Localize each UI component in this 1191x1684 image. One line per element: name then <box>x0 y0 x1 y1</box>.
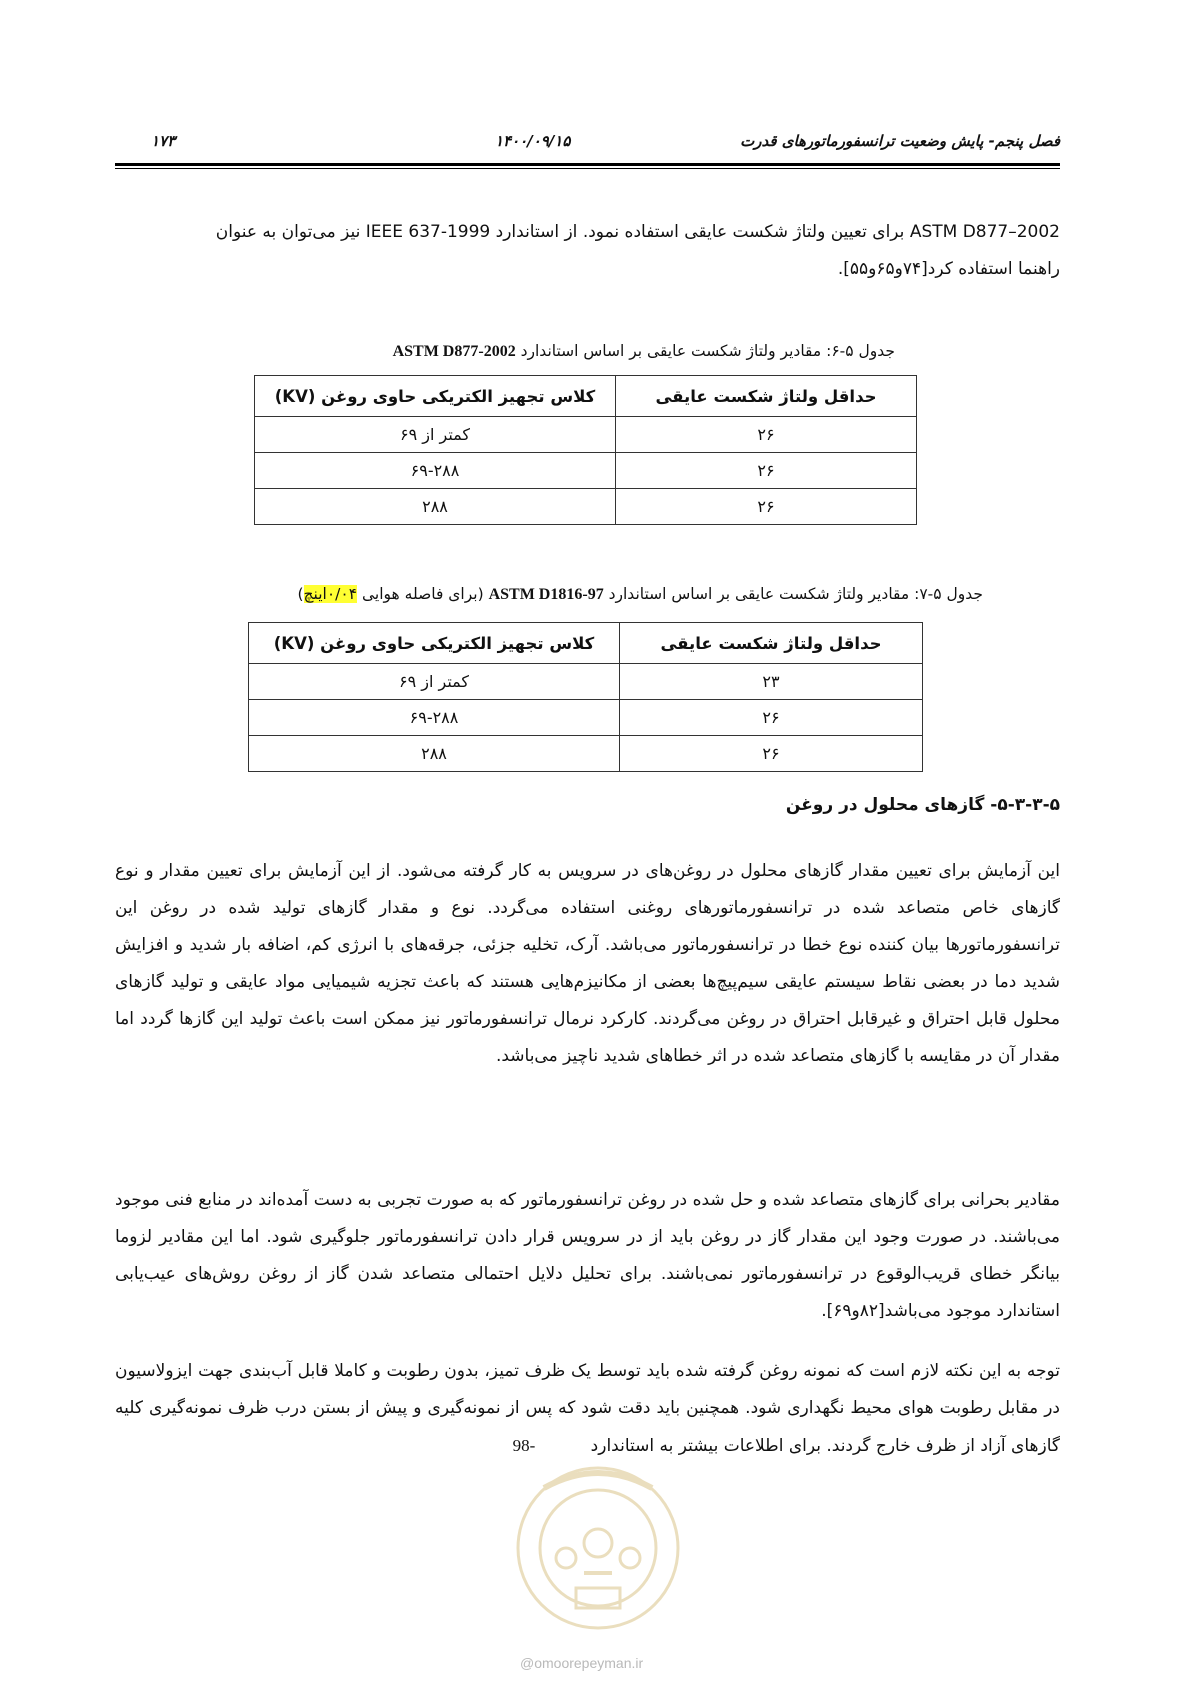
page-header <box>115 128 1060 168</box>
table-7-cell-class: کمتر از ۶۹ <box>249 664 620 700</box>
table-6-col-class: کلاس تجهیز الکتریکی حاوی روغن (KV) <box>255 376 616 417</box>
table-6-caption-text: جدول ۵-۶: مقادیر ولتاژ شکست عایقی بر اساس استاندارد <box>515 342 895 360</box>
table-7-header-row <box>249 623 923 664</box>
table-7-cell-voltage: ۲۶ <box>620 700 923 736</box>
table-7-col-min-voltage: حداقل ولتاژ شکست عایقی <box>620 623 923 664</box>
table-6-cell-voltage: ۲۶ <box>616 489 917 525</box>
table-6 <box>254 375 917 525</box>
table-row <box>249 736 923 772</box>
table-6-cell-voltage: ۲۶ <box>616 417 917 453</box>
intro-paragraph <box>115 214 1060 288</box>
table-7-cell-voltage: ۲۶ <box>620 736 923 772</box>
header-date: ۱۴۰۰/۰۹/۱۵ <box>495 132 571 150</box>
paragraph-1: این آزمایش برای تعیین مقدار گازهای محلول در روغن‌های در سرویس به کار گرفته می‌شود. از این آزمایش برای تعیین مقدار و نوع گازهای خاص متصاعد شده در ترانسفورماتورهای روغنی استفاده می‌گردد. نوع و مقدار گازهای تولید شده در روغن این ترانسفورماتورها بیان کننده نوع خطا در ترانسفورماتور می‌باشد. آرک، تخلیه جزئی، جرقه‌های با انرژی کم، اضافه بار شدید و افزایش شدید دما در بعضی نقاط سیستم عایقی سیم‌پیچ‌ها بعضی از مکانیزم‌هایی هستند که باعث تجزیه شیمیایی مواد عایقی و تولید گازهای محلول قابل احتراق و غیرقابل احتراق در روغن می‌گردند. کارکرد نرمال ترانسفورماتور نیز ممکن است باعث تولید این گازها گردد اما مقدار آن در مقایسه با گازهای متصاعد شده در اثر خطاهای شدید ناچیز می‌باشد. <box>115 861 1060 1066</box>
table-6-cell-class: کمتر از ۶۹ <box>255 417 616 453</box>
table-7-col-class: کلاس تجهیز الکتریکی حاوی روغن (KV) <box>249 623 620 664</box>
table-7-caption-highlight: ۰/۰۴اینچ <box>303 585 358 603</box>
table-7 <box>248 622 923 772</box>
table-7-caption-standard: ASTM D1816-97 <box>488 586 604 603</box>
table-7-caption-gap: (برای فاصله هوایی <box>357 585 489 603</box>
table-row <box>255 489 917 525</box>
table-6-caption <box>393 342 895 361</box>
table-row <box>249 664 923 700</box>
page-number: ۱۷۳ <box>151 132 176 150</box>
table-7-caption <box>297 585 983 604</box>
intro-line-1: ASTM D877–2002 برای تعیین ولتاژ شکست عایقی استفاده نمود. از استاندارد IEEE 637-1999 نیز می‌توان به عنوان <box>215 222 1060 242</box>
table-6-caption-standard: ASTM D877-2002 <box>392 343 516 360</box>
paragraph-3-ref: -98 <box>512 1436 536 1455</box>
section-heading: ۵-۳-۳-۵- گازهای محلول در روغن <box>785 795 1060 815</box>
table-7-caption-text: جدول ۵-۷: مقادیر ولتاژ شکست عایقی بر اساس استاندارد <box>603 585 983 603</box>
table-6-col-min-voltage: حداقل ولتاژ شکست عایقی <box>616 376 917 417</box>
table-6-header-row <box>255 376 917 417</box>
table-6-cell-class: ۶۹-۲۸۸ <box>255 453 616 489</box>
intro-line-2: راهنما استفاده کرد[۷۴و۶۵و۵۵]. <box>837 259 1060 279</box>
table-row <box>255 417 917 453</box>
table-7-cell-class: ۲۸۸ <box>249 736 620 772</box>
header-rule-thin <box>115 168 1060 169</box>
table-6-cell-voltage: ۲۶ <box>616 453 917 489</box>
table-6-cell-class: ۲۸۸ <box>255 489 616 525</box>
paragraph-2: مقادیر بحرانی برای گازهای متصاعد شده و حل شده در روغن ترانسفورماتور که به صورت تجربی به دست آمده‌اند در منابع فنی موجود می‌باشند. در صورت وجود این مقدار گاز در روغن باید از در سرویس قرار دادن ترانسفورماتور جلوگیری شود. اما این مقادیر لزوما بیانگر خطای قریب‌الوقوع در ترانسفورماتور نمی‌باشند. برای تحلیل دلایل احتمالی متصاعد شدن گاز از روغن روش‌های عیب‌یابی استاندارد موجود می‌باشد[۸۲و۶۹]. <box>115 1190 1060 1321</box>
seal-watermark <box>514 1438 682 1648</box>
chapter-title: فصل پنجم- پایش وضعیت ترانسفورماتورهای قدرت <box>740 132 1060 150</box>
table-7-cell-voltage: ۲۳ <box>620 664 923 700</box>
table-row <box>255 453 917 489</box>
table-row <box>249 700 923 736</box>
watermark-url: @omoorepeyman.ir <box>520 1655 644 1671</box>
table-7-cell-class: ۶۹-۲۸۸ <box>249 700 620 736</box>
paragraph-3-text: توجه به این نکته لازم است که نمونه روغن گرفته شده باید توسط یک ظرف تمیز، بدون رطوبت و کاملا قابل آب‌بندی جهت ایزولاسیون در مقابل رطوبت هوای محیط نگهداری شود. همچنین باید دقت شود که پس از نمونه‌گیری و پیش از بستن درب ظرف نمونه‌گیری کلیه گازهای آزاد از ظرف خارج گردند. برای اطلاعات بیشتر به استاندارد <box>115 1361 1060 1456</box>
header-rule-thick <box>115 163 1060 166</box>
table-7-caption-end: ) <box>297 585 304 603</box>
